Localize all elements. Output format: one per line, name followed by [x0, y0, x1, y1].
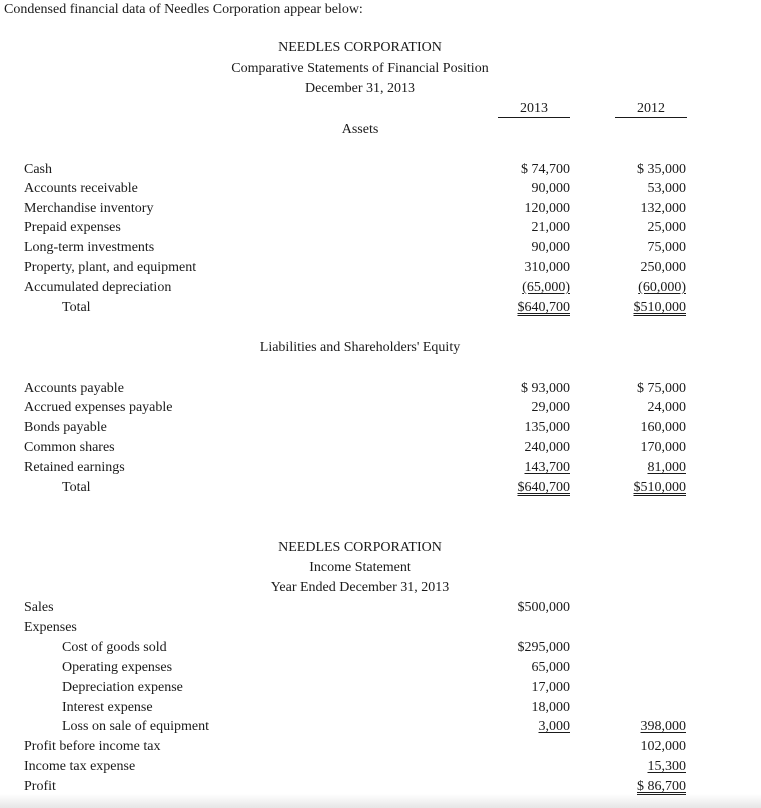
- asset-value-2013: 120,000: [524, 201, 570, 216]
- asset-value-2012: 250,000: [640, 260, 686, 275]
- expense-label: Depreciation expense: [62, 680, 183, 695]
- asset-value-2012: (60,000): [638, 280, 686, 295]
- asset-value-2013: 21,000: [531, 220, 570, 235]
- assets-total-2013: $640,700: [517, 300, 570, 315]
- profit-before-tax-value: 102,000: [640, 739, 686, 754]
- asset-value-2013: 310,000: [524, 260, 570, 275]
- assets-heading: Assets: [341, 122, 379, 137]
- liability-label: Bonds payable: [24, 420, 107, 435]
- expense-label: Interest expense: [62, 700, 153, 715]
- expense-value: 17,000: [531, 680, 570, 695]
- liability-value-2012: $ 75,000: [637, 381, 686, 396]
- liability-value-2013: 29,000: [531, 400, 570, 415]
- expenses-label: Expenses: [24, 620, 77, 635]
- assets-total-2012: $510,000: [633, 300, 686, 315]
- column-header-2013: 2013: [498, 101, 570, 118]
- asset-label: Accounts receivable: [24, 181, 138, 196]
- asset-value-2012: 75,000: [647, 240, 686, 255]
- is-company-name: NEEDLES CORPORATION: [278, 540, 442, 555]
- is-period: Year Ended December 31, 2013: [270, 580, 450, 595]
- sfp-date: December 31, 2013: [304, 81, 416, 96]
- liabilities-equity-heading: Liabilities and Shareholders' Equity: [259, 340, 461, 355]
- expense-value: 65,000: [531, 660, 570, 675]
- liability-value-2012: 160,000: [640, 420, 686, 435]
- sfp-statement-title: Comparative Statements of Financial Position: [231, 61, 489, 76]
- bottom-fade: [0, 794, 761, 808]
- liability-value-2013: $ 93,000: [521, 381, 570, 396]
- expense-value: 3,000: [538, 719, 570, 734]
- liability-label: Common shares: [24, 440, 115, 455]
- asset-value-2013: 90,000: [531, 181, 570, 196]
- expense-value: 18,000: [531, 700, 570, 715]
- expense-label: Operating expenses: [62, 660, 173, 675]
- income-tax-label: Income tax expense: [24, 759, 136, 774]
- asset-label: Property, plant, and equipment: [24, 260, 197, 275]
- liability-value-2012: 81,000: [647, 460, 686, 475]
- liability-label: Accounts payable: [24, 381, 124, 396]
- income-tax-value: 15,300: [647, 759, 686, 774]
- asset-label: Merchandise inventory: [24, 201, 154, 216]
- liability-value-2012: 24,000: [647, 400, 686, 415]
- liabilities-total-2013: $640,700: [517, 480, 570, 495]
- expense-value: $295,000: [517, 640, 570, 655]
- asset-value-2013: 90,000: [531, 240, 570, 255]
- asset-value-2013: (65,000): [522, 280, 570, 295]
- asset-label: Cash: [24, 162, 52, 177]
- liability-value-2013: 143,700: [524, 460, 570, 475]
- liability-label: Accrued expenses payable: [24, 400, 173, 415]
- asset-label: Accumulated depreciation: [24, 280, 172, 295]
- liability-value-2013: 240,000: [524, 440, 570, 455]
- profit-value: $ 86,700: [637, 779, 686, 794]
- profit-label: Profit: [24, 779, 56, 794]
- column-header-2012: 2012: [615, 101, 687, 118]
- asset-label: Prepaid expenses: [24, 220, 121, 235]
- sfp-company-name: NEEDLES CORPORATION: [278, 40, 442, 55]
- liability-label: Retained earnings: [24, 460, 125, 475]
- liabilities-total-label: Total: [62, 480, 91, 495]
- is-statement-title: Income Statement: [309, 560, 411, 575]
- asset-value-2012: 53,000: [647, 181, 686, 196]
- asset-value-2012: 25,000: [647, 220, 686, 235]
- expense-label: Loss on sale of equipment: [62, 719, 209, 734]
- asset-value-2012: $ 35,000: [637, 162, 686, 177]
- asset-value-2012: 132,000: [640, 201, 686, 216]
- liability-value-2012: 170,000: [640, 440, 686, 455]
- sales-label: Sales: [24, 600, 54, 615]
- liability-value-2013: 135,000: [524, 420, 570, 435]
- asset-label: Long-term investments: [24, 240, 155, 255]
- total-expenses-value: 398,000: [640, 719, 686, 734]
- profit-before-tax-label: Profit before income tax: [24, 739, 161, 754]
- assets-total-label: Total: [62, 300, 91, 315]
- sales-value: $500,000: [517, 600, 570, 615]
- asset-value-2013: $ 74,700: [521, 162, 570, 177]
- intro-text: Condensed financial data of Needles Corporation appear below:: [4, 2, 363, 17]
- liabilities-total-2012: $510,000: [633, 480, 686, 495]
- expense-label: Cost of goods sold: [62, 640, 167, 655]
